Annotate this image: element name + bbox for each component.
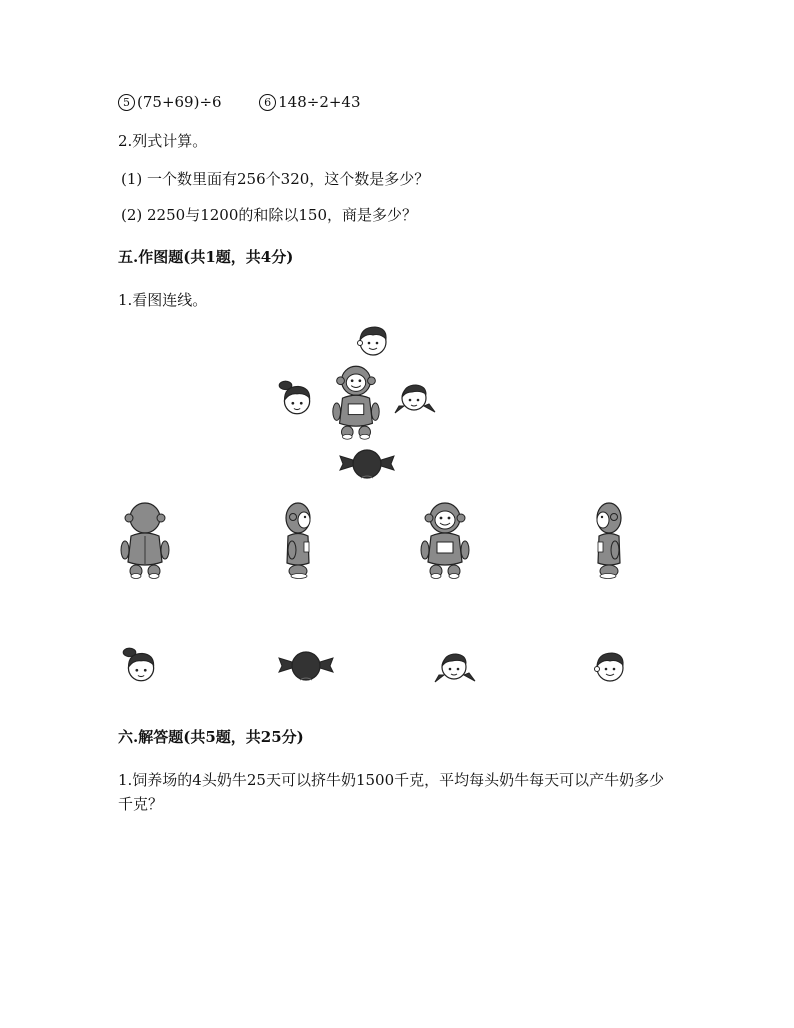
q2-title: 2.列式计算。 <box>118 132 208 150</box>
girl-side-head-icon <box>390 380 440 416</box>
section5-q1: 1.看图连线。 <box>118 291 208 309</box>
girl-pigtail-head-icon <box>119 644 161 686</box>
girl-back-head-icon <box>336 446 398 482</box>
item5-expression: (75+69)÷6 <box>137 93 222 111</box>
monkey-front-icon <box>415 500 475 580</box>
monkey-side-left-icon <box>589 500 629 580</box>
girl-pigtail-head-icon <box>275 377 317 419</box>
item6-expression: 148÷2+43 <box>278 93 361 111</box>
monkey-front-icon <box>327 362 385 442</box>
item6-number: 6 <box>259 94 276 111</box>
boy-head-icon <box>353 322 393 358</box>
boy-head-icon <box>590 648 630 684</box>
item5-number: 5 <box>118 94 135 111</box>
girl-side-head-icon <box>430 647 480 687</box>
section5-heading: 五.作图题(共1题，共4分) <box>118 248 294 266</box>
q2-sub2: (2) 2250与1200的和除以150，商是多少？ <box>121 206 417 224</box>
girl-back-head-icon <box>275 648 337 684</box>
section6-heading: 六.解答题(共5题，共25分) <box>118 728 304 746</box>
q2-sub1: (1) 一个数里面有256个320，这个数是多少？ <box>121 170 430 188</box>
calc-row <box>118 93 361 111</box>
monkey-side-right-icon <box>278 500 318 580</box>
monkey-back-icon <box>115 500 175 580</box>
section6-q1-line1: 1.饲养场的4头奶牛25天可以挤牛奶1500千克，平均每头奶牛每天可以产牛奶多少 <box>118 771 665 789</box>
section6-q1-line2: 千克？ <box>118 795 164 813</box>
